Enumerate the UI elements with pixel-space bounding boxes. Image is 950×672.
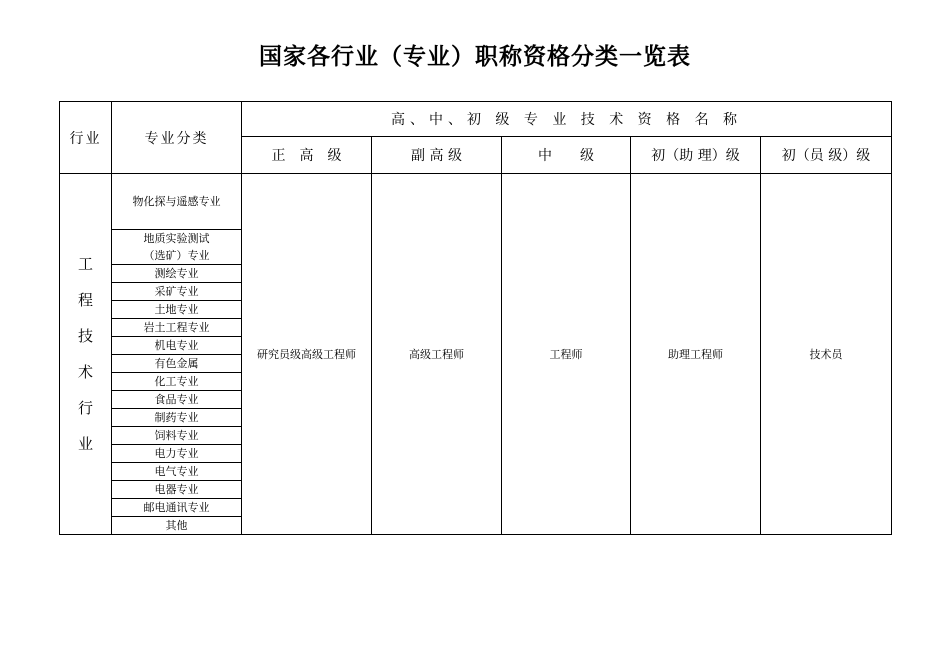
header-specialty: 专业分类 [112,102,242,174]
header-level-senior-deputy: 副 高 级 [372,137,502,174]
category-cell: 有色金属 [112,355,242,373]
category-cell: 测绘专业 [112,265,242,283]
header-level-senior-full: 正 高 级 [242,137,372,174]
page-title: 国家各行业（专业）职称资格分类一览表 [259,44,691,70]
title-junior-assistant: 助理工程师 [631,174,761,535]
category-cell: 土地专业 [112,301,242,319]
header-industry: 行业 [60,102,112,174]
category-cell: 机电专业 [112,337,242,355]
category-cell: 采矿专业 [112,283,242,301]
header-qualification-names: 高、中、初 级 专 业 技 术 资 格 名 称 [242,102,892,137]
industry-cell [60,174,112,535]
category-cell: 岩土工程专业 [112,319,242,337]
industry-char: 程 [77,291,93,309]
header-level-intermediate: 中 级 [502,137,631,174]
category-cell: 其他 [112,517,242,535]
category-cell: 邮电通讯专业 [112,499,242,517]
title-intermediate: 工程师 [502,174,631,535]
industry-char: 工 [77,255,93,273]
category-cell: 食品专业 [112,391,242,409]
category-cell: 电力专业 [112,445,242,463]
category-cell: 化工专业 [112,373,242,391]
title-senior-deputy: 高级工程师 [372,174,502,535]
category-cell [112,230,242,265]
category-cell: 制药专业 [112,409,242,427]
qualification-table [59,101,892,535]
category-label: 地质实验测试（选矿）专业 [143,232,210,262]
industry-char: 业 [77,435,93,453]
industry-char: 行 [77,399,93,417]
industry-char: 技 [77,327,93,345]
category-cell: 电器专业 [112,481,242,499]
title-junior-staff: 技术员 [761,174,892,535]
category-cell: 电气专业 [112,463,242,481]
header-level-junior-staff: 初（员 级）级 [761,137,892,174]
category-cell: 物化探与遥感专业 [112,174,242,230]
industry-char: 术 [77,363,93,381]
category-cell: 饲料专业 [112,427,242,445]
header-level-junior-assistant: 初（助 理）级 [631,137,761,174]
title-senior-full: 研究员级高级工程师 [242,174,372,535]
